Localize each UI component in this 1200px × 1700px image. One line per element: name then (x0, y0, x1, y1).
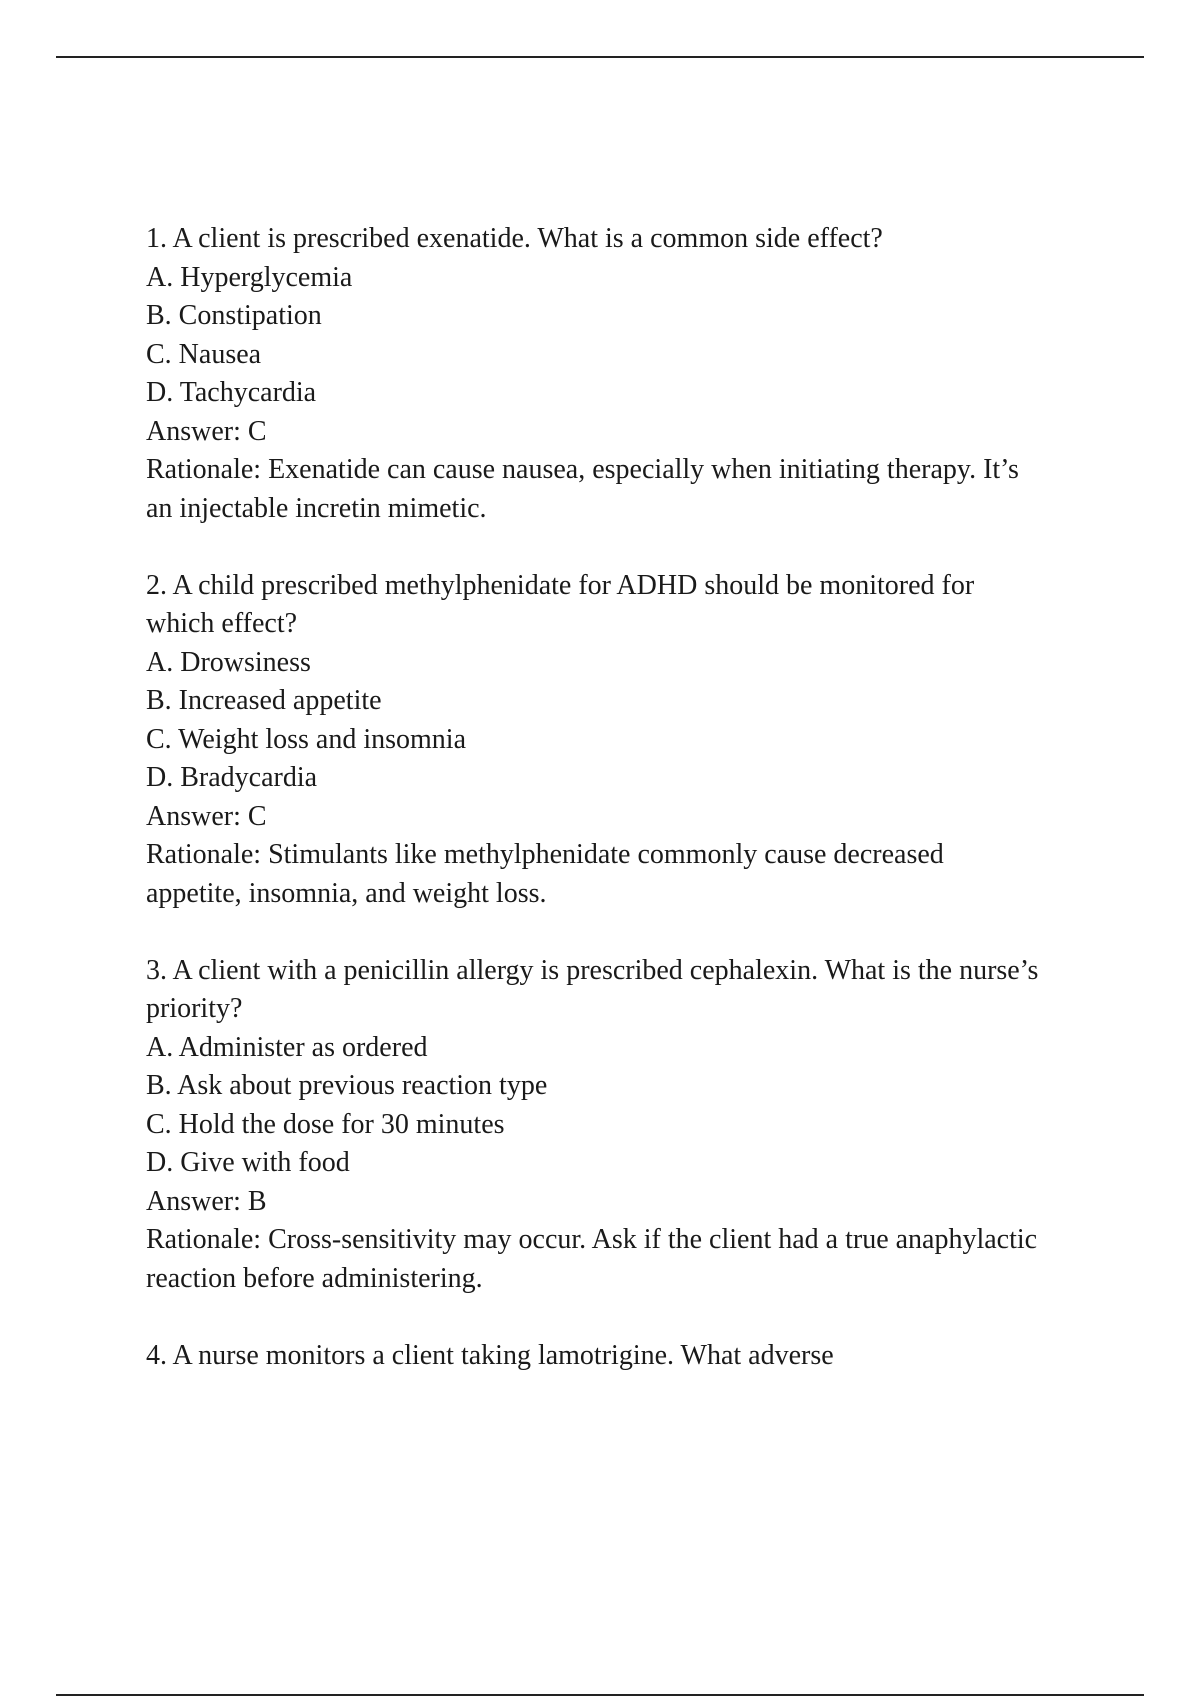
option-b: B. Increased appetite (146, 685, 382, 716)
rationale: Rationale: Stimulants like methylphenidate commonly cause decreased appetite, insomnia, and weight loss. (146, 839, 944, 909)
answer: Answer: C (146, 800, 267, 832)
question-stem: 2. A child prescribed methylphenidate for ADHD should be monitored for which effect? (146, 569, 975, 639)
rationale: Rationale: Cross-sensitivity may occur. Ask if the client had a true anaphylactic reaction before administering. (146, 1224, 1038, 1294)
document-body (146, 220, 1046, 1414)
option-d: D. Tachycardia (146, 377, 317, 408)
question-stem: 3. A client with a penicillin allergy is prescribed cephalexin. What is the nurse’s priority? (146, 954, 1039, 1024)
option-b: B. Ask about previous reaction type (146, 1070, 548, 1101)
option-a: A. Administer as ordered (146, 1031, 428, 1063)
question-3 (146, 952, 1046, 1299)
question-1 (146, 220, 1046, 528)
bottom-divider (56, 1694, 1144, 1696)
question-stem: 1. A client is prescribed exenatide. What is a common side effect? (146, 223, 883, 254)
question-2 (146, 567, 1046, 914)
answer: Answer: C (146, 415, 267, 447)
option-a: A. Hyperglycemia (146, 261, 353, 293)
option-a: A. Drowsiness (146, 646, 311, 678)
option-c: C. Hold the dose for 30 minutes (146, 1108, 505, 1140)
option-d: D. Give with food (146, 1147, 350, 1178)
option-b: B. Constipation (146, 300, 322, 331)
option-c: C. Weight loss and insomnia (146, 723, 467, 755)
rationale: Rationale: Exenatide can cause nausea, especially when initiating therapy. It’s an injectable incretin mimetic. (146, 454, 1019, 524)
question-4 (146, 1337, 1046, 1376)
top-divider (56, 56, 1144, 58)
option-c: C. Nausea (146, 338, 262, 370)
question-stem: 4. A nurse monitors a client taking lamotrigine. What adverse (146, 1339, 834, 1371)
answer: Answer: B (146, 1185, 267, 1217)
option-d: D. Bradycardia (146, 762, 318, 793)
